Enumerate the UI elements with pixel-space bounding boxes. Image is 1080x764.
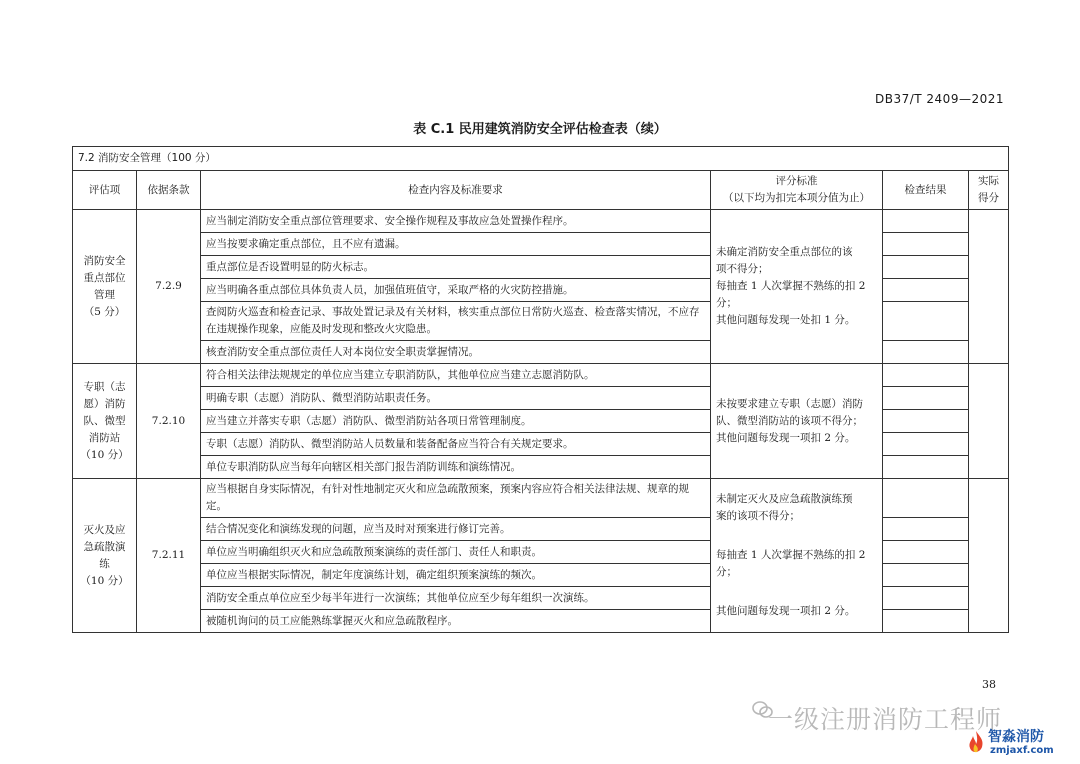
score-cell[interactable] xyxy=(969,364,1009,479)
requirement-cell: 消防安全重点单位应至少每半年进行一次演练；其他单位应至少每年组织一次演练。 xyxy=(201,587,711,610)
logo-url: zmjaxf.com xyxy=(990,745,1054,756)
score-header-line: 得分 xyxy=(978,192,1000,204)
standard-line: 每抽查 1 人次掌握不熟练的扣 2 xyxy=(716,280,866,292)
requirement-cell: 明确专职（志愿）消防队、微型消防站职责任务。 xyxy=(201,387,711,410)
requirement-cell: 核查消防安全重点部位责任人对本岗位安全职责掌握情况。 xyxy=(201,341,711,364)
standard-header-note: （以下均为扣完本项分值为止） xyxy=(723,192,870,204)
page-number: 38 xyxy=(982,678,996,691)
item-line: 愿）消防 xyxy=(83,397,126,410)
result-cell[interactable] xyxy=(883,541,969,564)
standard-cell xyxy=(711,479,883,633)
standard-line: 案的该项不得分； xyxy=(716,510,800,522)
result-cell[interactable] xyxy=(883,233,969,256)
clause-cell: 7.2.9 xyxy=(137,210,201,364)
document-code: DB37/T 2409—2021 xyxy=(874,92,1004,106)
standard-line: 未制定灭火及应急疏散演练预 xyxy=(716,493,853,505)
standard-line: 项不得分； xyxy=(716,263,769,275)
item-line: 专职（志 xyxy=(83,380,126,393)
result-cell[interactable] xyxy=(883,479,969,518)
result-cell[interactable] xyxy=(883,341,969,364)
item-line: 消防站 xyxy=(88,431,121,444)
result-cell[interactable] xyxy=(883,456,969,479)
result-cell[interactable] xyxy=(883,279,969,302)
standard-line: 其他问题每发现一项扣 2 分。 xyxy=(716,605,856,617)
col-header-clause: 依据条款 xyxy=(137,171,201,210)
item-line: 灭火及应 xyxy=(83,523,126,536)
result-cell[interactable] xyxy=(883,210,969,233)
table-row xyxy=(73,479,1009,518)
item-cell xyxy=(73,479,137,633)
result-cell[interactable] xyxy=(883,433,969,456)
requirement-cell: 符合相关法律法规规定的单位应当建立专职消防队，其他单位应当建立志愿消防队。 xyxy=(201,364,711,387)
brand-logo[interactable] xyxy=(966,726,1078,762)
requirement-cell: 被随机询问的员工应能熟练掌握灭火和应急疏散程序。 xyxy=(201,610,711,633)
item-line: （5 分） xyxy=(83,305,126,318)
score-cell[interactable] xyxy=(969,210,1009,364)
assessment-table xyxy=(72,146,1009,633)
standard-cell xyxy=(711,210,883,364)
item-line: （10 分） xyxy=(80,574,129,587)
requirement-cell: 应当按要求确定重点部位，且不应有遗漏。 xyxy=(201,233,711,256)
standard-line: 队、微型消防站的该项不得分； xyxy=(716,414,863,427)
item-line: 管理 xyxy=(94,288,115,301)
requirement-cell: 单位专职消防队应当每年向辖区相关部门报告消防训练和演练情况。 xyxy=(201,456,711,479)
requirement-cell: 单位应当根据实际情况，制定年度演练计划，确定组织预案演练的频次。 xyxy=(201,564,711,587)
requirement-cell: 应当建立并落实专职（志愿）消防队、微型消防站各项日常管理制度。 xyxy=(201,410,711,433)
requirement-cell: 应当制定消防安全重点部位管理要求、安全操作规程及事故应急处置操作程序。 xyxy=(201,210,711,233)
section-title: 7.2 消防安全管理（100 分） xyxy=(73,147,1009,171)
watermark-text: 一级注册消防工程师 xyxy=(768,705,1003,734)
standard-line: 每抽查 1 人次掌握不熟练的扣 2 xyxy=(716,549,866,561)
col-header-item: 评估项 xyxy=(73,171,137,210)
standard-line: 分； xyxy=(716,566,737,578)
clause-cell: 7.2.11 xyxy=(137,479,201,633)
item-cell xyxy=(73,210,137,364)
clause-cell: 7.2.10 xyxy=(137,364,201,479)
table-title: 表 C.1 民用建筑消防安全评估检查表（续） xyxy=(413,122,667,137)
col-header-standard xyxy=(711,171,883,210)
requirement-cell: 结合情况变化和演练发现的问题，应当及时对预案进行修订完善。 xyxy=(201,518,711,541)
col-header-score xyxy=(969,171,1009,210)
requirement-cell: 应当根据自身实际情况，有针对性地制定灭火和应急疏散预案，预案内容应符合相关法律法规、规章的规定。 xyxy=(201,479,711,518)
result-cell[interactable] xyxy=(883,387,969,410)
table-row xyxy=(73,364,1009,387)
result-cell[interactable] xyxy=(883,256,969,279)
item-line: 队、微型 xyxy=(83,414,126,427)
item-cell xyxy=(73,364,137,479)
standard-line: 其他问题每发现一处扣 1 分。 xyxy=(716,314,856,326)
result-cell[interactable] xyxy=(883,610,969,633)
standard-line: 未按要求建立专职（志愿）消防 xyxy=(716,397,863,410)
result-cell[interactable] xyxy=(883,518,969,541)
standard-line: 其他问题每发现一项扣 2 分。 xyxy=(716,431,856,444)
score-cell[interactable] xyxy=(969,479,1009,633)
header-row xyxy=(73,171,1009,210)
item-line: 消防安全 xyxy=(83,254,126,267)
item-line: （10 分） xyxy=(80,448,129,461)
requirement-cell: 重点部位是否设置明显的防火标志。 xyxy=(201,256,711,279)
requirement-cell: 应当明确各重点部位具体负责人员，加强值班值守，采取严格的火灾防控措施。 xyxy=(201,279,711,302)
standard-line xyxy=(716,525,877,547)
score-header-line: 实际 xyxy=(978,175,1000,187)
col-header-result: 检查结果 xyxy=(883,171,969,210)
item-line: 练 xyxy=(99,557,110,570)
result-cell[interactable] xyxy=(883,564,969,587)
standard-line: 未确定消防安全重点部位的该 xyxy=(716,246,853,258)
col-header-requirement: 检查内容及标准要求 xyxy=(201,171,711,210)
flame-logo-icon xyxy=(966,730,986,756)
requirement-cell: 专职（志愿）消防队、微型消防站人员数量和装备配备应当符合有关规定要求。 xyxy=(201,433,711,456)
requirement-cell: 查阅防火巡查和检查记录、事故处置记录及有关材料，核实重点部位日常防火巡查、检查落实情况，不应存在违规操作现象，应能及时发现和整改火灾隐患。 xyxy=(201,302,711,341)
result-cell[interactable] xyxy=(883,302,969,341)
requirement-cell: 单位应当明确组织灭火和应急疏散预案演练的责任部门、责任人和职责。 xyxy=(201,541,711,564)
standard-header-line: 评分标准 xyxy=(775,175,818,187)
table-row xyxy=(73,210,1009,233)
result-cell[interactable] xyxy=(883,587,969,610)
logo-name: 智淼消防 xyxy=(988,729,1044,745)
item-line: 重点部位 xyxy=(83,271,126,284)
standard-line xyxy=(716,581,877,603)
item-line: 急疏散演 xyxy=(83,540,126,553)
result-cell[interactable] xyxy=(883,410,969,433)
standard-cell xyxy=(711,364,883,479)
result-cell[interactable] xyxy=(883,364,969,387)
standard-line: 分； xyxy=(716,297,737,309)
